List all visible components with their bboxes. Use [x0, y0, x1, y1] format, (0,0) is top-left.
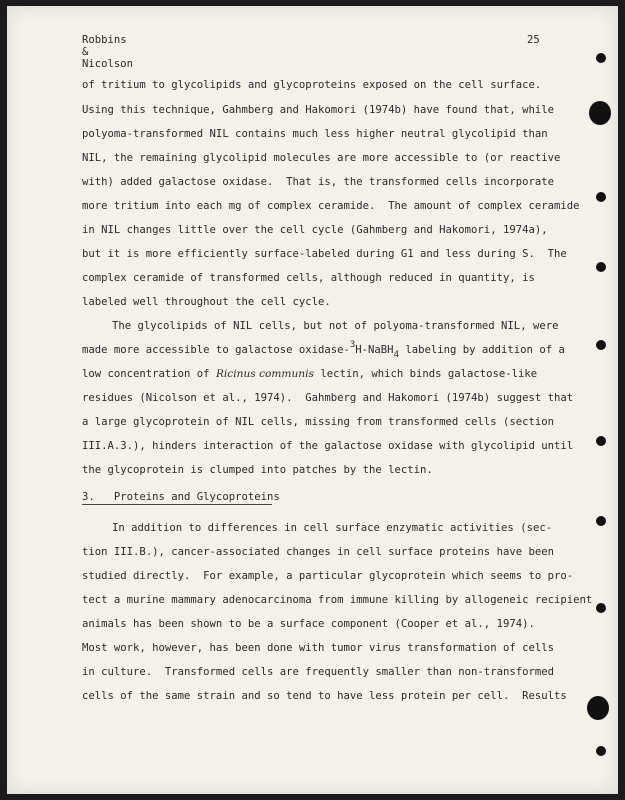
- text-line: in NIL changes little over the cell cycle (Gahmberg and Hakomori, 1974a),: [82, 224, 548, 236]
- heading-underline: [82, 504, 272, 505]
- subscript: 4: [393, 350, 399, 360]
- text-line-formula: [82, 340, 565, 360]
- text-line: tion III.B.), cancer-associated changes in cell surface proteins have been: [82, 546, 554, 558]
- text-line: animals has been shown to be a surface component (Cooper et al., 1974).: [82, 618, 535, 630]
- text-line: tect a murine mammary adenocarcinoma from immune killing by allogeneic recipient: [82, 594, 593, 606]
- text-segment: low concentration of: [82, 368, 216, 380]
- text-line: labeled well throughout the cell cycle.: [82, 296, 331, 308]
- binder-hole: [596, 53, 606, 63]
- text-line: but it is more efficiently surface-labeled during G1 and less during S. The: [82, 248, 567, 260]
- binder-hole-large: [589, 101, 611, 125]
- text-line: a large glycoprotein of NIL cells, missing from transformed cells (section: [82, 416, 554, 428]
- text-line: more tritium into each mg of complex ceramide. The amount of complex ceramide: [82, 200, 580, 212]
- running-header-authors: Robbins & Nicolson: [82, 34, 134, 70]
- text-line: Most work, however, has been done with tumor virus transformation of cells: [82, 642, 554, 654]
- text-line: cells of the same strain and so tend to have less protein per cell. Results: [82, 690, 567, 702]
- binder-hole: [596, 262, 606, 272]
- binder-hole: [596, 746, 606, 756]
- text-line: of tritium to glycolipids and glycoproteins exposed on the cell surface.: [82, 79, 542, 91]
- text-line: The glycolipids of NIL cells, but not of polyoma-transformed NIL, were: [112, 320, 559, 332]
- text-line: in culture. Transformed cells are frequently smaller than non-transformed: [82, 666, 554, 678]
- text-line: In addition to differences in cell surface enzymatic activities (sec-: [112, 522, 553, 534]
- binder-hole: [596, 516, 606, 526]
- binder-hole: [596, 192, 606, 202]
- text-segment: labeling by addition of a: [399, 344, 565, 356]
- text-line: complex ceramide of transformed cells, although reduced in quantity, is: [82, 272, 535, 284]
- text-line: NIL, the remaining glycolipid molecules are more accessible to (or reactive: [82, 152, 561, 164]
- section-heading: 3. Proteins and Glycoproteins: [82, 491, 280, 503]
- text-line: residues (Nicolson et al., 1974). Gahmberg and Hakomori (1974b) suggest that: [82, 392, 574, 404]
- binder-hole: [596, 603, 606, 613]
- text-line: studied directly. For example, a particular glycoprotein which seems to pro-: [82, 570, 574, 582]
- binder-hole-large: [587, 696, 609, 720]
- text-line: the glycoprotein is clumped into patches by the lectin.: [82, 464, 433, 476]
- text-line: with) added galactose oxidase. That is, the transformed cells incorporate: [82, 176, 554, 188]
- text-segment: lectin, which binds galactose-like: [313, 368, 538, 380]
- text-line: Using this technique, Gahmberg and Hakomori (1974b) have found that, while: [82, 104, 554, 116]
- page-number: 25: [527, 34, 540, 46]
- text-line: polyoma-transformed NIL contains much less higher neutral glycolipid than: [82, 128, 548, 140]
- binder-hole: [596, 436, 606, 446]
- text-segment: H-NaBH: [355, 344, 394, 356]
- text-line: III.A.3.), hinders interaction of the galactose oxidase with glycolipid until: [82, 440, 574, 452]
- superscript: 3: [349, 340, 356, 350]
- species-name: Ricinus communis: [215, 368, 314, 380]
- binder-hole: [596, 340, 606, 350]
- text-segment: made more accessible to galactose oxidase-: [82, 344, 350, 356]
- text-line-italic: [82, 368, 537, 380]
